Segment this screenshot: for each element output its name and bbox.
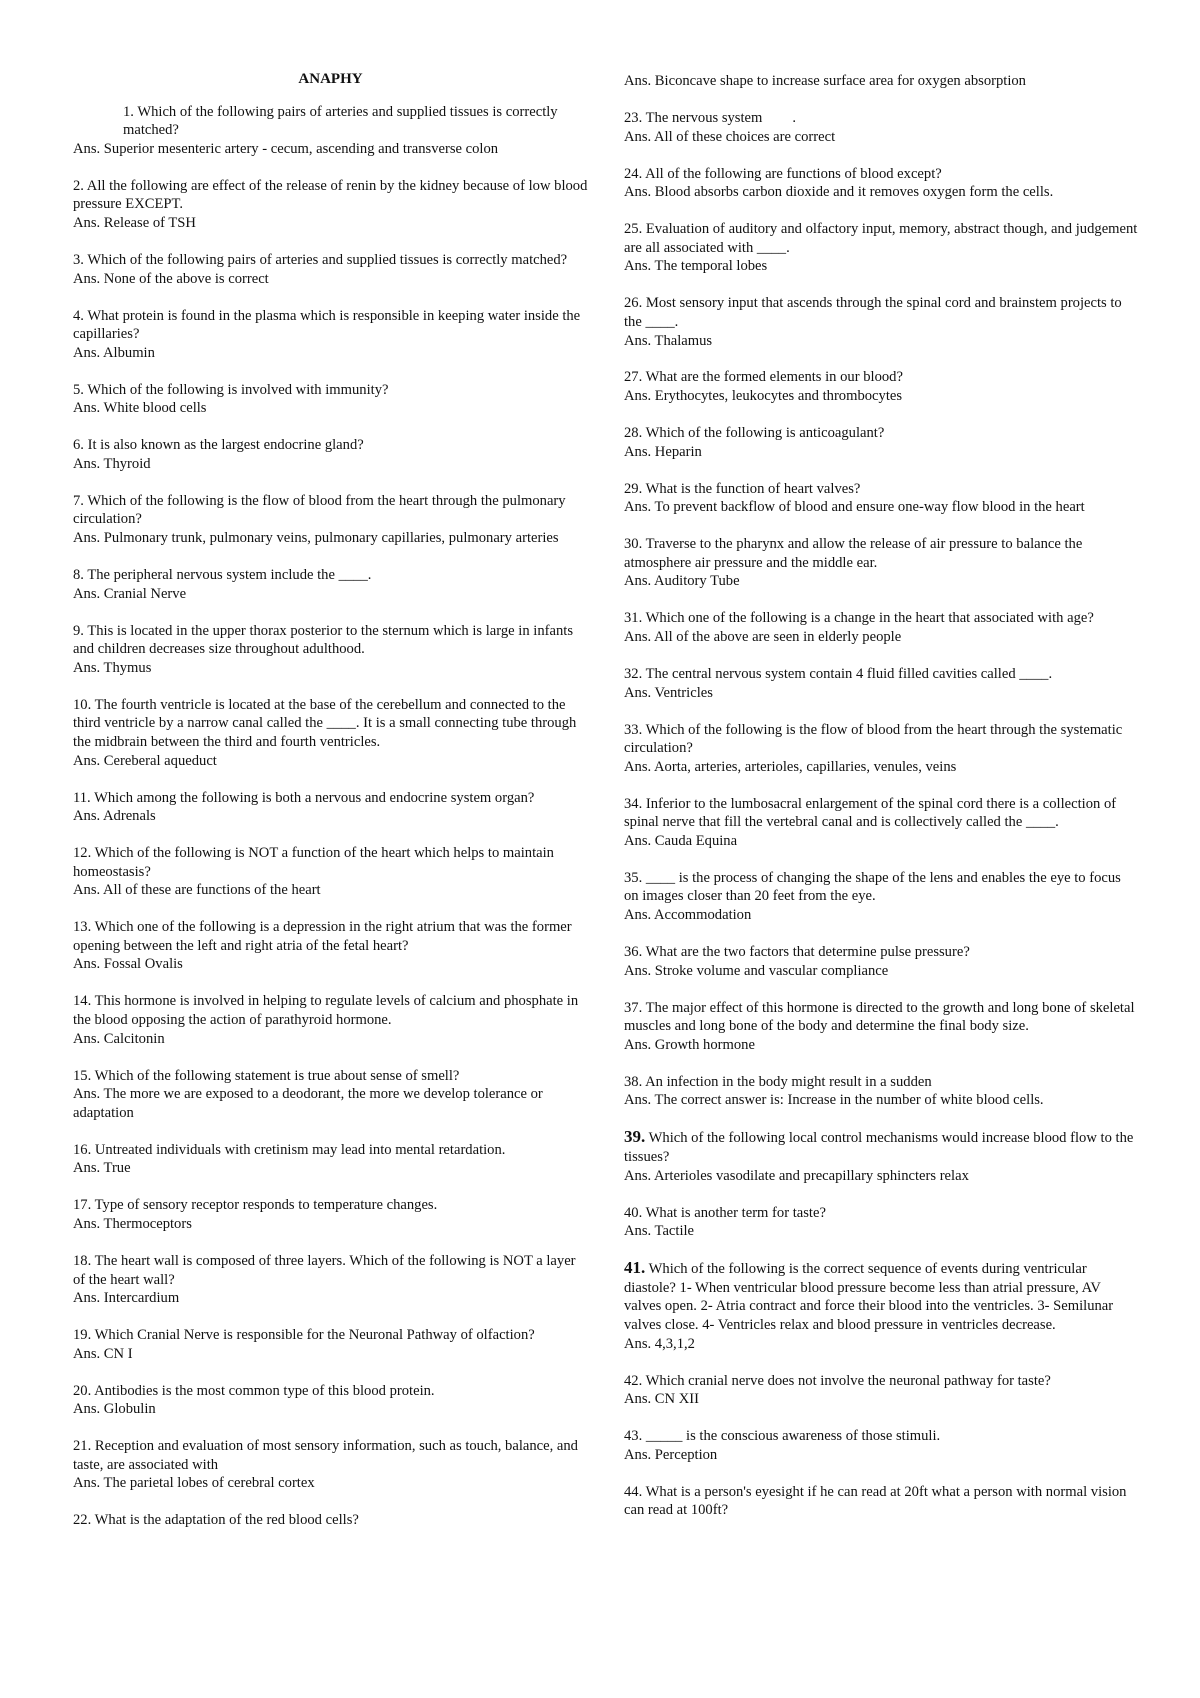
question-text: 27. What are the formed elements in our blood? xyxy=(624,369,903,386)
question-item xyxy=(624,1427,1139,1464)
question-text: 18. The heart wall is composed of three layers. Which of the following is NOT a layer of the heart wall? xyxy=(73,1252,576,1288)
question-item xyxy=(624,294,1139,350)
answer-text: Ans. Albumin xyxy=(73,344,155,361)
question-item xyxy=(73,1196,588,1233)
question-item xyxy=(624,721,1139,777)
question-text: 28. Which of the following is anticoagulant? xyxy=(624,425,885,442)
answer-text: Ans. Stroke volume and vascular compliance xyxy=(624,962,889,979)
question-text: 6. It is also known as the largest endocrine gland? xyxy=(73,437,364,454)
question-text: 9. This is located in the upper thorax posterior to the sternum which is large in infants and children decreases size throughout adulthood. xyxy=(73,622,574,658)
answer-text: Ans. Superior mesenteric artery - cecum, ascending and transverse colon xyxy=(73,140,499,157)
question-item xyxy=(73,436,588,473)
question-item xyxy=(73,1437,588,1493)
answer-text: Ans. Intercardium xyxy=(73,1290,180,1307)
question-item xyxy=(624,1128,1139,1185)
question-text: 40. What is another term for taste? xyxy=(624,1204,826,1221)
question-item xyxy=(624,869,1139,925)
question-item xyxy=(624,1483,1139,1520)
question-item xyxy=(624,999,1139,1055)
question-item xyxy=(73,1252,588,1308)
answer-text: Ans. Aorta, arteries, arterioles, capillaries, venules, veins xyxy=(624,758,957,775)
question-item xyxy=(73,1326,588,1363)
question-item xyxy=(73,918,588,974)
question-text: 16. Untreated individuals with cretinism may lead into mental retardation. xyxy=(73,1141,506,1158)
question-text: 15. Which of the following statement is true about sense of smell? xyxy=(73,1067,460,1084)
question-item xyxy=(624,424,1139,461)
answer-text: Ans. Auditory Tube xyxy=(624,573,740,590)
question-item xyxy=(73,1511,588,1530)
question-item xyxy=(624,368,1139,405)
answer-text: Ans. True xyxy=(73,1160,131,1177)
question-item xyxy=(73,566,588,603)
question-item xyxy=(73,492,588,548)
question-text: 35. ____ is the process of changing the shape of the lens and enables the eye to focus on images closer than 20 feet from the eye. xyxy=(624,869,1121,905)
question-text: 1. Which of the following pairs of arteries and supplied tissues is correctly matched? xyxy=(123,103,558,139)
document-title: ANAPHY xyxy=(298,71,363,87)
question-number: 39. xyxy=(624,1127,646,1147)
question-item xyxy=(73,622,588,678)
question-text: 5. Which of the following is involved with immunity? xyxy=(73,381,389,398)
question-item xyxy=(73,789,588,826)
question-text: 30. Traverse to the pharynx and allow the release of air pressure to balance the atmosphere air pressure and the middle ear. xyxy=(624,536,1083,571)
question-text: 36. What are the two factors that determine pulse pressure? xyxy=(624,944,970,961)
answer-text: Ans. Blood absorbs carbon dioxide and it removes oxygen form the cells. xyxy=(624,184,1054,201)
answer-text: Ans. CN XII xyxy=(624,1391,699,1408)
answer-text: Ans. Fossal Ovalis xyxy=(73,956,183,973)
question-item xyxy=(624,109,1139,146)
question-item xyxy=(624,480,1139,517)
question-item xyxy=(624,943,1139,980)
answer-text: Ans. Biconcave shape to increase surface area for oxygen absorption xyxy=(624,73,1026,89)
question-item xyxy=(624,665,1139,702)
answer-text: Ans. Accommodation xyxy=(624,907,752,924)
question-item xyxy=(624,1372,1139,1409)
question-text: 20. Antibodies is the most common type of this blood protein. xyxy=(73,1382,435,1399)
answer-text: Ans. Thyroid xyxy=(73,455,151,472)
answer-text: Ans. Release of TSH xyxy=(73,214,196,231)
answer-text: Ans. Perception xyxy=(624,1446,718,1463)
question-item xyxy=(73,844,588,900)
answer-text: Ans. Cranial Nerve xyxy=(73,585,187,602)
question-item xyxy=(624,535,1139,591)
question-item xyxy=(624,795,1139,851)
answer-text: Ans. To prevent backflow of blood and ensure one-way flow blood in the heart xyxy=(624,499,1085,516)
answer-text: Ans. CN I xyxy=(73,1345,133,1362)
answer-text: Ans. Erythocytes, leukocytes and thrombocytes xyxy=(624,388,903,405)
right-column xyxy=(624,72,1139,1538)
question-text: 44. What is a person's eyesight if he can read at 20ft what a person with normal vision can read at 100ft? xyxy=(624,1483,1127,1519)
question-text: 29. What is the function of heart valves? xyxy=(624,480,861,497)
question-item xyxy=(73,1141,588,1178)
question-text: 12. Which of the following is NOT a function of the heart which helps to maintain homeostasis? xyxy=(73,845,554,880)
answer-text: Ans. Ventricles xyxy=(624,684,713,701)
question-item xyxy=(624,1204,1139,1241)
question-item xyxy=(624,1073,1139,1110)
question-text: 41. Which of the following is the correct sequence of events during ventricular diastole? 1- When ventricular blood pressure become less than atrial pressure, AV valves open. 2- Atria contract and force their blood into the ventricles. 3- Semilunar valves close. 4- Ventricles relax and blood pressure in ventricles decrease. xyxy=(624,1258,1114,1333)
question-text: 11. Which among the following is both a nervous and endocrine system organ? xyxy=(73,789,535,806)
question-item xyxy=(73,696,588,770)
question-item xyxy=(73,251,588,288)
question-text: 21. Reception and evaluation of most sensory information, such as touch, balance, and taste, are associated with xyxy=(73,1438,578,1473)
question-text: 26. Most sensory input that ascends through the spinal cord and brainstem projects to the ____. xyxy=(624,295,1122,330)
question-text: 31. Which one of the following is a change in the heart that associated with age? xyxy=(624,610,1094,627)
question-item xyxy=(73,307,588,363)
question-item xyxy=(624,220,1139,276)
question-item xyxy=(73,1067,588,1123)
question-item xyxy=(73,103,588,159)
answer-text: Ans. Pulmonary trunk, pulmonary veins, pulmonary capillaries, pulmonary arteries xyxy=(73,530,559,547)
answer-text: Ans. Calcitonin xyxy=(73,1030,165,1047)
question-item xyxy=(624,72,1139,91)
left-column xyxy=(73,70,588,1548)
answer-text: Ans. 4,3,1,2 xyxy=(624,1335,695,1352)
answer-text: Ans. The temporal lobes xyxy=(624,258,768,275)
answer-text: Ans. Adrenals xyxy=(73,808,156,825)
answer-text: Ans. The more we are exposed to a deodorant, the more we develop tolerance or adaptation xyxy=(73,1086,543,1121)
question-text: 22. What is the adaptation of the red blood cells? xyxy=(73,1512,359,1529)
question-text: 42. Which cranial nerve does not involve the neuronal pathway for taste? xyxy=(624,1372,1051,1389)
answer-text: Ans. Cereberal aqueduct xyxy=(73,752,217,769)
question-item xyxy=(624,609,1139,646)
answer-text: Ans. Cauda Equina xyxy=(624,832,738,849)
answer-text: Ans. None of the above is correct xyxy=(73,270,269,287)
question-text: 4. What protein is found in the plasma which is responsible in keeping water inside the capillaries? xyxy=(73,307,581,343)
question-text: 2. All the following are effect of the release of renin by the kidney because of low blood pressure EXCEPT. xyxy=(73,177,588,213)
answer-text: Ans. Thermoceptors xyxy=(73,1215,192,1232)
answer-text: Ans. Arterioles vasodilate and precapillary sphincters relax xyxy=(624,1167,969,1184)
answer-text: Ans. White blood cells xyxy=(73,400,207,417)
answer-text: Ans. Heparin xyxy=(624,443,702,460)
question-text: 43. _____ is the conscious awareness of those stimuli. xyxy=(624,1428,941,1445)
question-text: 39. Which of the following local control mechanisms would increase blood flow to the tissues? xyxy=(624,1127,1134,1165)
question-text: 25. Evaluation of auditory and olfactory input, memory, abstract though, and judgement are all associated with ____. xyxy=(624,221,1138,256)
question-text: 19. Which Cranial Nerve is responsible for the Neuronal Pathway of olfaction? xyxy=(73,1327,535,1344)
question-item xyxy=(73,992,588,1048)
question-text: 8. The peripheral nervous system include the ____. xyxy=(73,567,372,584)
question-item xyxy=(73,177,588,233)
question-text: 14. This hormone is involved in helping to regulate levels of calcium and phosphate in the blood opposing the action of parathyroid hormone. xyxy=(73,993,579,1029)
answer-text: Ans. Growth hormone xyxy=(624,1036,755,1053)
question-text: 38. An infection in the body might result in a sudden xyxy=(624,1073,932,1090)
question-item xyxy=(73,1382,588,1419)
answer-text: Ans. All of these choices are correct xyxy=(624,128,836,145)
question-text: 33. Which of the following is the flow of blood from the heart through the systematic circulation? xyxy=(624,721,1123,757)
question-text: 24. All of the following are functions of blood except? xyxy=(624,165,942,182)
answer-text: Ans. Thalamus xyxy=(624,332,713,349)
answer-text: Ans. The correct answer is: Increase in the number of white blood cells. xyxy=(624,1092,1044,1109)
question-text: 34. Inferior to the lumbosacral enlargement of the spinal cord there is a collection of spinal nerve that fill the vertebral canal and is collectively called the ____. xyxy=(624,795,1117,831)
question-number: 41. xyxy=(624,1258,646,1278)
answer-text: Ans. All of the above are seen in elderly people xyxy=(624,628,902,645)
question-text: 17. Type of sensory receptor responds to temperature changes. xyxy=(73,1197,438,1214)
question-text: 10. The fourth ventricle is located at the base of the cerebellum and connected to the third ventricle by a narrow canal called the ____. It is a small connecting tube through the midbrain between the third and fourth ventricles. xyxy=(73,696,577,750)
question-text: 37. The major effect of this hormone is directed to the growth and long bone of skeletal muscles and long bone of the body and determine the final body size. xyxy=(624,999,1135,1035)
question-item xyxy=(624,1259,1139,1353)
answer-text: Ans. Thymus xyxy=(73,659,152,676)
question-text: 23. The nervous system . xyxy=(624,109,797,126)
answer-text: Ans. The parietal lobes of cerebral cortex xyxy=(73,1475,315,1492)
question-text: 32. The central nervous system contain 4 fluid filled cavities called ____. xyxy=(624,665,1053,682)
question-text: 13. Which one of the following is a depression in the right atrium that was the former opening between the left and right atria of the fetal heart? xyxy=(73,919,572,954)
question-text: 7. Which of the following is the flow of blood from the heart through the pulmonary circulation? xyxy=(73,492,566,528)
question-text: 3. Which of the following pairs of arteries and supplied tissues is correctly matched? xyxy=(73,251,568,268)
question-item xyxy=(624,165,1139,202)
question-item xyxy=(73,381,588,418)
answer-text: Ans. Globulin xyxy=(73,1401,156,1418)
answer-text: Ans. Tactile xyxy=(624,1223,695,1240)
answer-text: Ans. All of these are functions of the heart xyxy=(73,882,321,899)
